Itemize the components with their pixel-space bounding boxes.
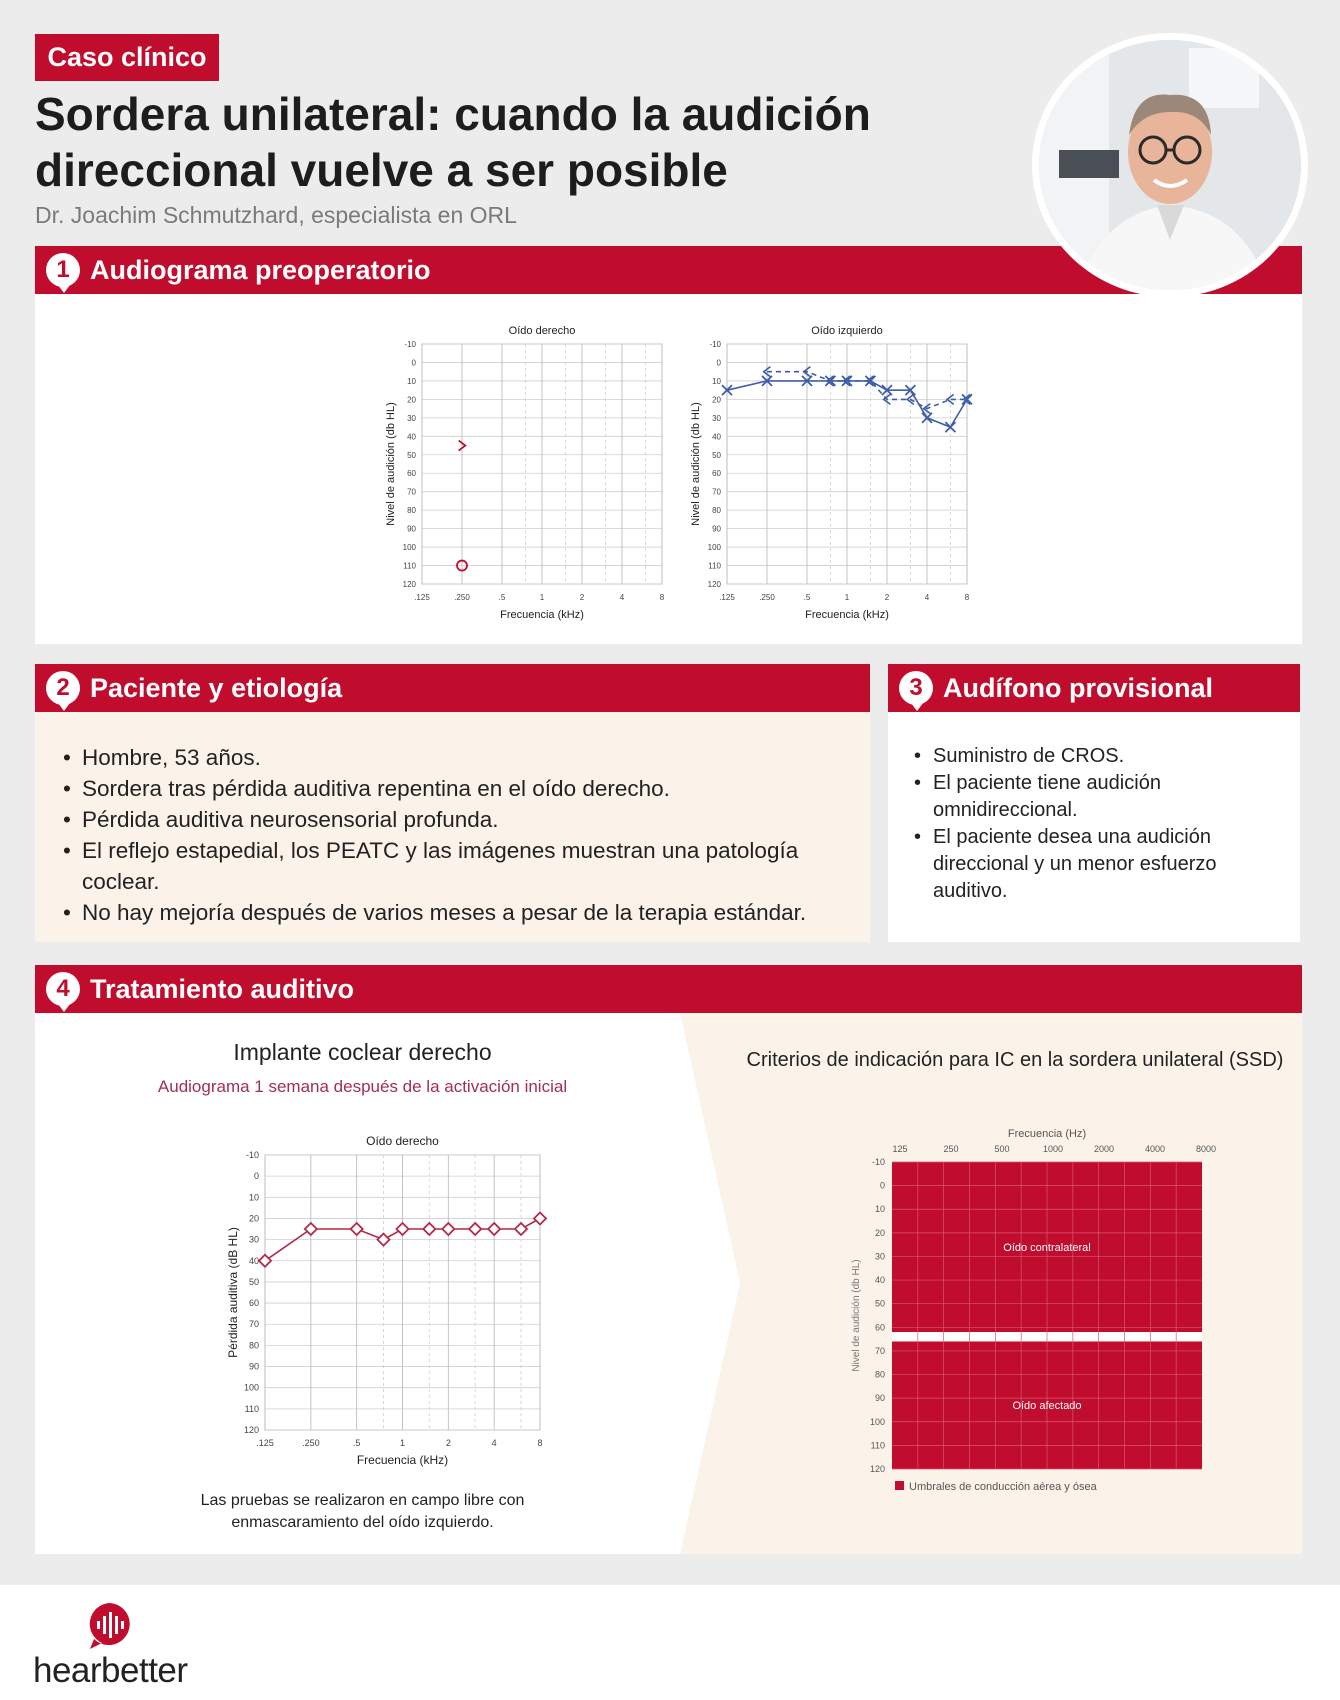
section-1-title: Audiograma preoperatorio: [90, 254, 431, 285]
x-tick-label: 1000: [1042, 1144, 1064, 1154]
x-tick-label: .5: [498, 593, 506, 602]
list-item: • No hay mejoría después de varios meses a pesar de la terapia estándar.: [63, 897, 870, 928]
chart-ssd-criteria: [845, 1118, 1265, 1518]
y-tick-label: 50: [248, 1276, 259, 1287]
section-3-title: Audífono provisional: [943, 672, 1213, 703]
y-tick-label: 20: [874, 1227, 885, 1238]
test-note-line-1: Las pruebas se realizaron en campo libre con: [200, 1492, 525, 1509]
y-tick-label: 30: [712, 413, 721, 423]
x-tick-label: .125: [719, 593, 735, 602]
y-tick-label: -10: [709, 340, 721, 349]
y-axis-label: Nivel de audición (db HL): [385, 402, 397, 526]
y-tick-label: 70: [874, 1345, 885, 1356]
y-tick-label: 10: [407, 376, 416, 386]
section-4-title: Tratamiento auditivo: [90, 973, 355, 1004]
section-3-header: [888, 664, 1300, 712]
x-tick-label: .250: [302, 1438, 320, 1448]
test-note: [35, 1490, 690, 1534]
y-tick-label: 120: [707, 580, 721, 589]
y-tick-label: 10: [874, 1204, 885, 1215]
brand-name: hearbetter: [33, 1651, 188, 1690]
y-tick-label: 120: [243, 1425, 259, 1435]
y-tick-label: 110: [870, 1440, 885, 1451]
x-tick-label: .125: [414, 593, 430, 602]
title-line-2: direccional vuelve a ser posible: [35, 144, 728, 196]
y-tick-label: 50: [874, 1298, 885, 1309]
section-2-panel: [35, 712, 870, 942]
section-1-number: 1: [46, 253, 80, 287]
y-tick-label: 60: [407, 469, 416, 479]
section-2-title: Paciente y etiología: [90, 672, 343, 703]
y-tick-label: 60: [712, 469, 721, 479]
y-tick-label: 10: [248, 1192, 259, 1203]
x-tick-label: 1: [844, 593, 850, 602]
chart-title: Oído derecho: [366, 1134, 439, 1148]
chart-title: Oído derecho: [508, 325, 576, 337]
legend-label: Umbrales de conducción aérea y ósea: [909, 1481, 1097, 1493]
y-tick-label: 0: [253, 1171, 259, 1182]
section-3-number: 3: [899, 671, 933, 705]
y-tick-label: 30: [407, 413, 416, 423]
y-tick-label: 100: [707, 543, 721, 553]
y-tick-label: 110: [244, 1403, 259, 1414]
y-tick-label: 50: [712, 450, 721, 460]
list-item: • El reflejo estapedial, los PEATC y las imágenes muestran una patología coclear.: [63, 835, 833, 897]
y-tick-label: 80: [407, 506, 416, 516]
section-4-header: [35, 965, 1302, 1013]
y-tick-label: 20: [712, 395, 721, 405]
list-item: • El paciente desea una audición direccional y un menor esfuerzo auditivo.: [914, 824, 1280, 905]
list-item: • Suministro de CROS.: [914, 743, 1280, 770]
section-2-number: 2: [46, 671, 80, 705]
y-tick-label: 40: [712, 432, 721, 442]
x-tick-label: .5: [803, 593, 811, 602]
y-tick-label: 80: [248, 1340, 259, 1351]
y-tick-label: -10: [404, 340, 416, 349]
hearbetter-logo-icon: [86, 1601, 132, 1651]
y-tick-label: 60: [874, 1322, 885, 1333]
author: Dr. Joachim Schmutzhard, especialista en ORL: [35, 202, 517, 228]
x-tick-label: 8: [537, 1438, 543, 1448]
footer: [0, 1585, 1340, 1700]
x-axis-label: Frecuencia (kHz): [805, 609, 889, 621]
page-title: [35, 86, 1025, 198]
section-1-panel: [35, 294, 1302, 644]
y-tick-label: 40: [248, 1255, 259, 1266]
x-tick-label: .250: [454, 593, 470, 602]
y-tick-label: 90: [712, 524, 721, 534]
x-tick-label: 1: [539, 593, 545, 602]
y-tick-label: 90: [248, 1361, 259, 1372]
y-tick-label: 120: [869, 1464, 885, 1474]
y-axis-label: Pérdida auditiva (dB HL): [226, 1227, 240, 1358]
y-tick-label: 40: [407, 432, 416, 442]
y-tick-label: 0: [411, 358, 416, 368]
section-2-header: [35, 664, 870, 712]
list-item: • Hombre, 53 años.: [63, 742, 870, 773]
y-tick-label: 20: [248, 1213, 259, 1224]
x-tick-label: 8000: [1195, 1144, 1217, 1154]
y-tick-label: 20: [407, 395, 416, 405]
chart-preop-right: [370, 294, 670, 634]
case-tag: Caso clínico: [35, 34, 219, 81]
y-tick-label: 100: [869, 1416, 885, 1427]
x-tick-label: 4: [619, 593, 625, 602]
x-tick-label: .125: [256, 1438, 274, 1448]
y-tick-label: 30: [248, 1234, 259, 1245]
x-tick-label: 8: [659, 593, 665, 602]
y-axis-label: Nivel de audición (db HL): [851, 1259, 862, 1372]
title-line-1: Sordera unilateral: cuando la audición: [35, 88, 871, 140]
region-label: Oído contralateral: [1003, 1242, 1091, 1255]
list-item: • El paciente tiene audición omnidireccional.: [914, 770, 1280, 824]
y-tick-label: 100: [402, 543, 416, 553]
section-4-panel: [35, 1013, 1302, 1554]
left-heading: Implante coclear derecho: [233, 1039, 492, 1065]
y-tick-label: 60: [248, 1298, 259, 1309]
y-tick-label: 110: [403, 561, 416, 571]
patient-list: [63, 742, 870, 928]
y-tick-label: 10: [712, 376, 721, 386]
section-3-panel: [888, 712, 1300, 942]
list-item: • Sordera tras pérdida auditiva repentina en el oído derecho.: [63, 773, 870, 804]
x-tick-label: 4: [491, 1438, 497, 1448]
right-heading: Criterios de indicación para IC en la sordera unilateral (SSD): [746, 1049, 1284, 1071]
y-tick-label: 0: [716, 358, 721, 368]
y-tick-label: 80: [712, 506, 721, 516]
y-tick-label: 90: [874, 1393, 885, 1404]
y-tick-label: 40: [874, 1275, 885, 1286]
x-axis-label: Frecuencia (kHz): [500, 609, 584, 621]
x-tick-label: 125: [892, 1144, 908, 1154]
region-label: Oído afectado: [1012, 1400, 1082, 1413]
left-subheading: Audiograma 1 semana después de la activación inicial: [157, 1077, 568, 1096]
section-4-number: 4: [46, 972, 80, 1006]
doctor-photo: [1032, 33, 1308, 297]
y-tick-label: 110: [708, 561, 721, 571]
y-tick-label: 80: [874, 1369, 885, 1380]
list-item: • Pérdida auditiva neurosensorial profunda.: [63, 804, 870, 835]
y-axis-label: Nivel de audición (db HL): [690, 402, 702, 526]
x-tick-label: 1: [399, 1438, 406, 1448]
y-tick-label: 90: [407, 524, 416, 534]
y-tick-label: -10: [871, 1157, 885, 1167]
y-tick-label: 50: [407, 450, 416, 460]
y-tick-label: 70: [248, 1319, 259, 1330]
x-tick-label: .250: [759, 593, 775, 602]
x-tick-label: 500: [994, 1144, 1010, 1154]
y-tick-label: 30: [874, 1251, 885, 1262]
chart-preop-left: [675, 294, 975, 634]
x-tick-label: .5: [352, 1438, 361, 1448]
chart-postop-right: [205, 1113, 605, 1483]
x-tick-label: 2000: [1093, 1144, 1115, 1154]
test-note-line-2: enmascaramiento del oído izquierdo.: [231, 1514, 494, 1531]
y-tick-label: 70: [712, 487, 721, 497]
legend-swatch: [895, 1481, 904, 1490]
x-tick-label: 8: [964, 593, 970, 602]
x-tick-label: 4: [924, 593, 930, 602]
chart-title: Oído izquierdo: [811, 325, 883, 337]
x-tick-label: 2: [445, 1438, 451, 1448]
x-tick-label: 250: [943, 1144, 959, 1154]
y-tick-label: 120: [402, 580, 416, 589]
x-tick-label: 4000: [1144, 1144, 1166, 1154]
y-tick-label: 0: [879, 1180, 885, 1191]
provisional-list: [914, 743, 1280, 905]
x-tick-label: 2: [884, 593, 890, 602]
y-tick-label: 70: [407, 487, 416, 497]
y-tick-label: 100: [243, 1382, 259, 1393]
x-axis-label: Frecuencia (Hz): [1007, 1128, 1087, 1140]
y-tick-label: -10: [245, 1150, 259, 1160]
x-axis-label: Frecuencia (kHz): [356, 1453, 449, 1467]
x-tick-label: 2: [579, 593, 585, 602]
